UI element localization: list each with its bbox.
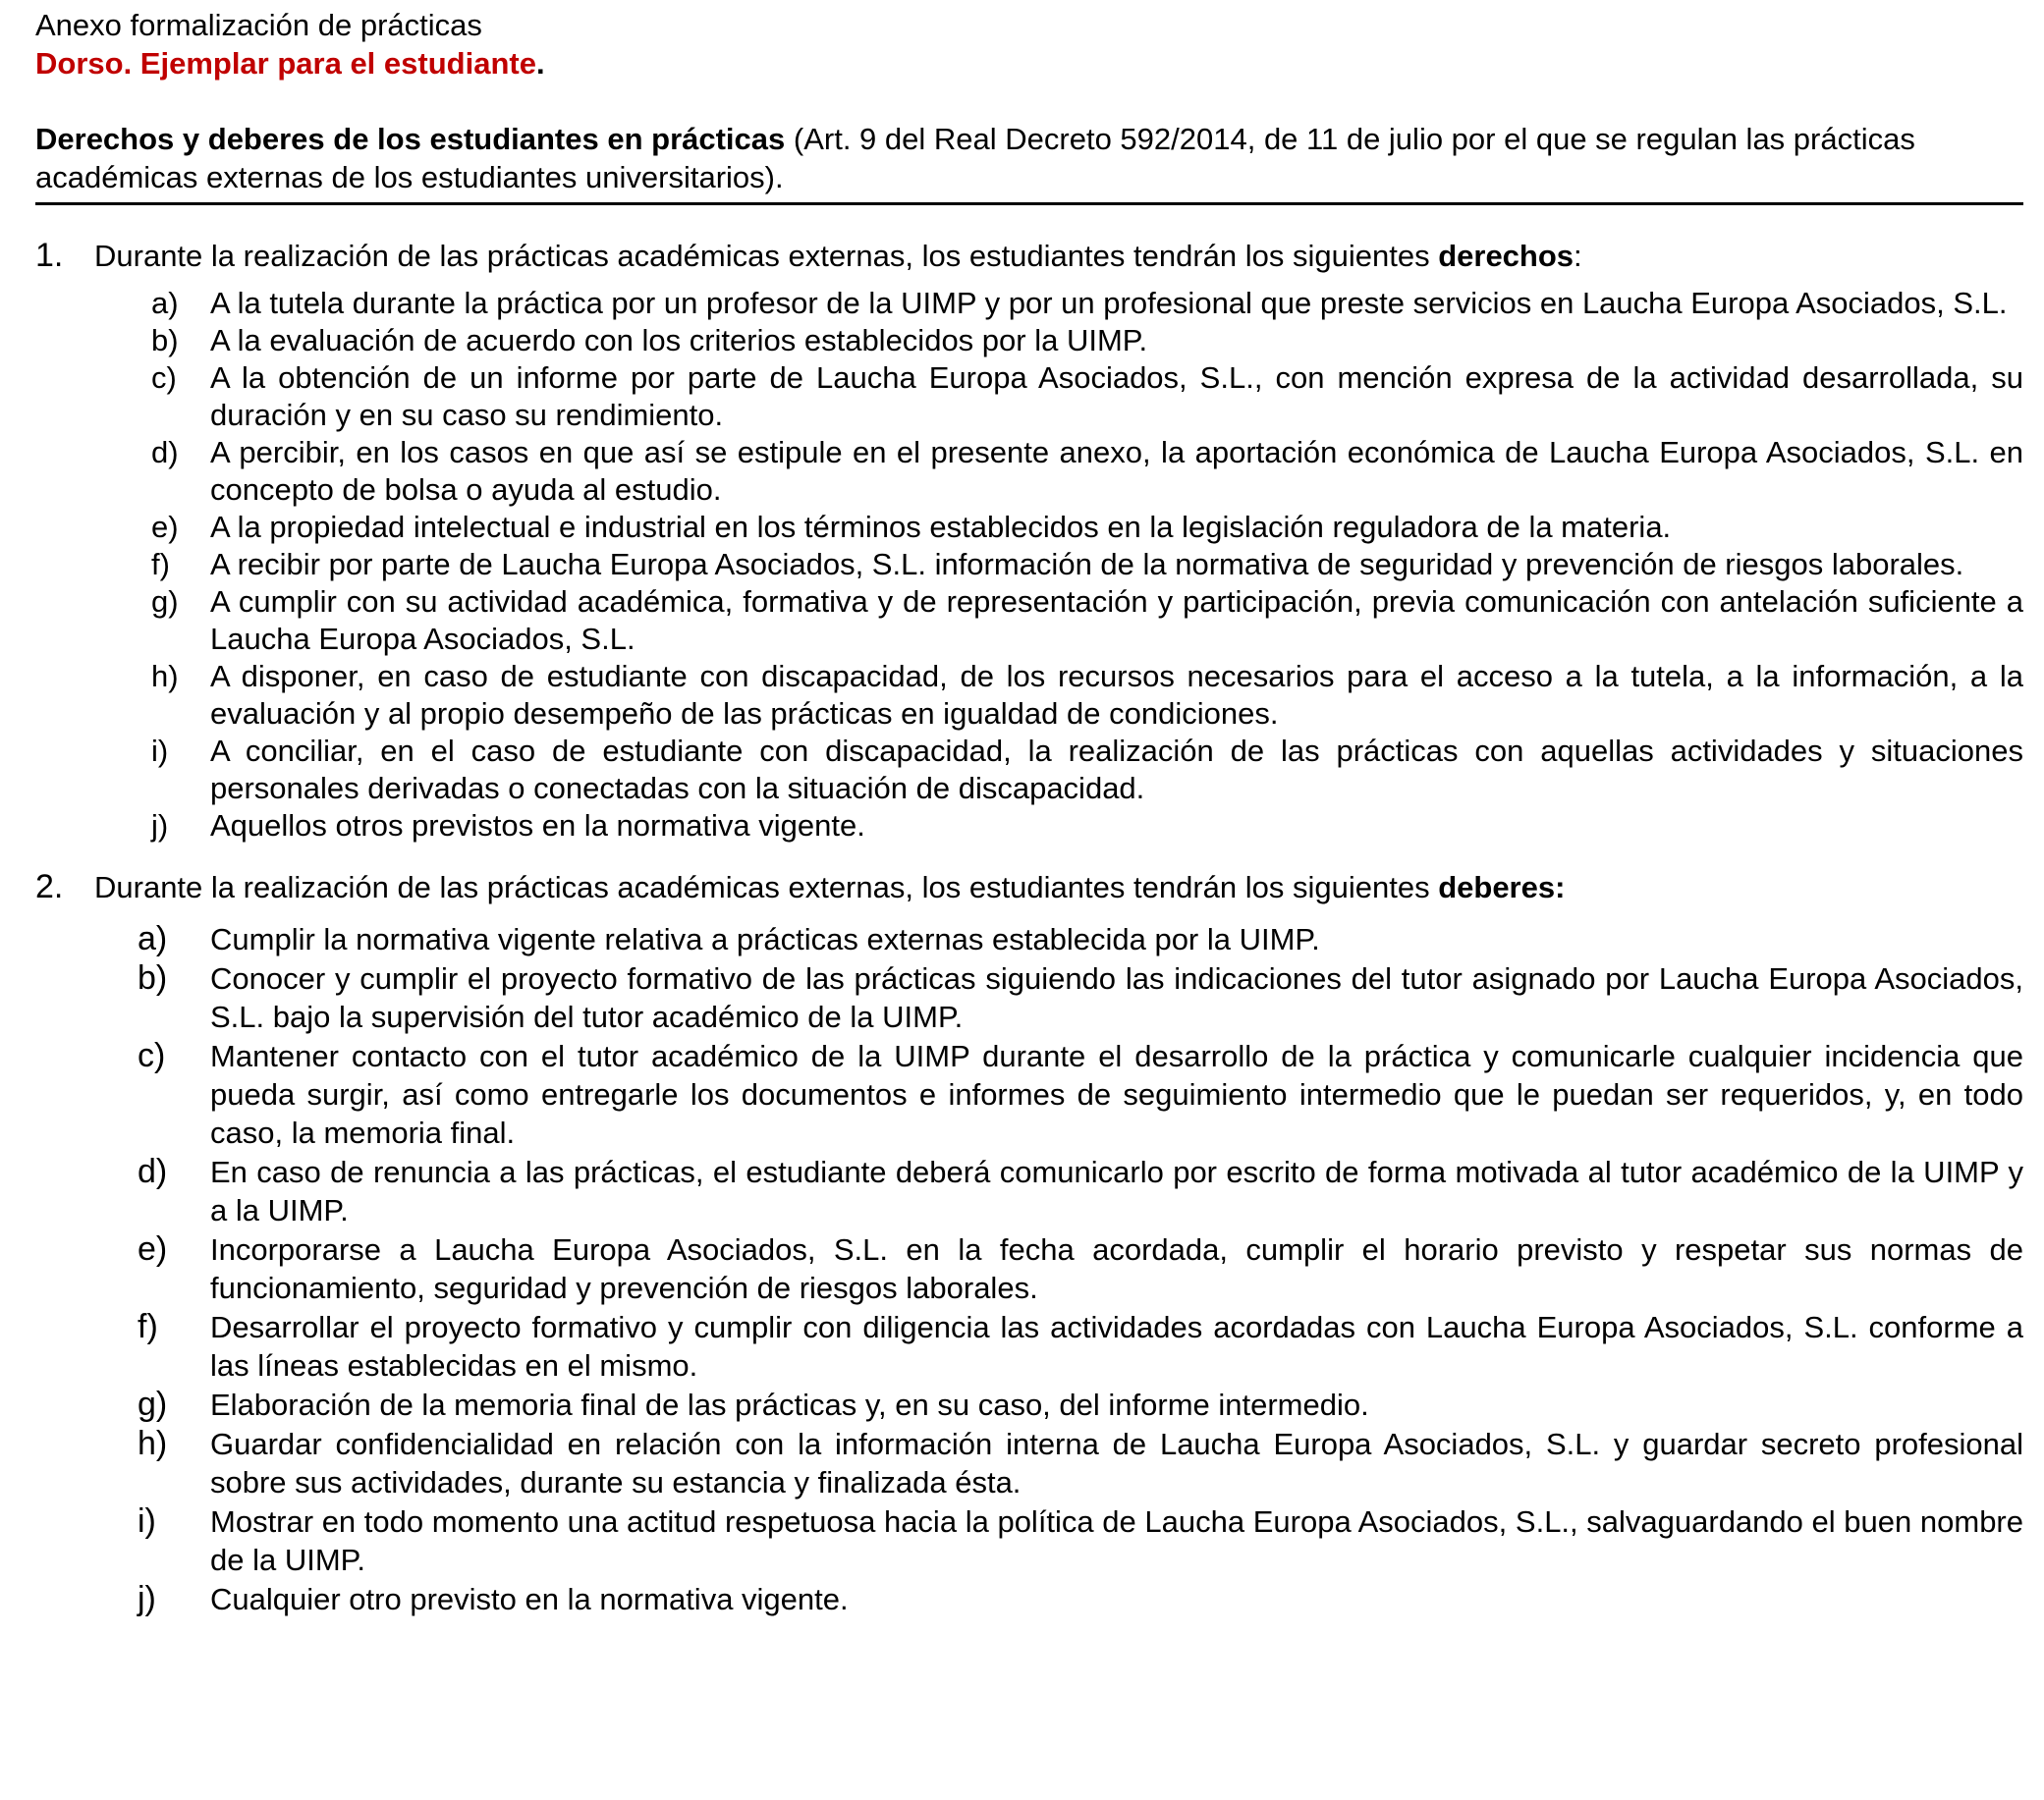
list-item-label: f): [138, 1308, 158, 1345]
list-item-label: i): [138, 1502, 156, 1540]
copy-label-end: .: [535, 46, 545, 81]
section-title: [35, 120, 2023, 205]
list-item-text: Cualquier otro previsto en la normativa vigente.: [210, 1582, 849, 1616]
list-item-label: a): [151, 286, 179, 320]
rights-keyword: derechos: [1438, 239, 1574, 273]
list-item: [35, 1230, 2023, 1307]
list-item-label: j): [138, 1580, 156, 1617]
list-item: [35, 959, 2023, 1036]
list-item-text: A la evaluación de acuerdo con los criterios establecidos por la UIMP.: [210, 323, 1148, 357]
list-item-text: A la obtención de un informe por parte de Laucha Europa Asociados, S.L., con mención expresa de la actividad desarrollada, su duración y en su caso su rendimiento.: [210, 360, 2023, 432]
list-item: [35, 733, 2023, 807]
duties-intro: [35, 868, 2023, 906]
list-item-label: a): [138, 920, 168, 957]
section-title-reference: (Art. 9 del Real Decreto 592/2014, de 11 de julio por el que se regulan las prácticas académicas externas de los estudiantes universitarios).: [35, 122, 1915, 194]
list-item: [35, 509, 2023, 546]
list-item-label: d): [138, 1153, 168, 1190]
list-item-text: A recibir por parte de Laucha Europa Asociados, S.L. información de la normativa de seguridad y prevención de riesgos laborales.: [210, 547, 1964, 581]
list-item-label: e): [138, 1230, 168, 1268]
list-item-text: Conocer y cumplir el proyecto formativo de las prácticas siguiendo las indicaciones del tutor asignado por Laucha Europa Asociados, S.L. bajo la supervisión del tutor académico de la UIMP.: [210, 961, 2023, 1034]
list-item-text: A disponer, en caso de estudiante con discapacidad, de los recursos necesarios para el acceso a la tutela, a la información, a la evaluación y al propio desempeño de las prácticas en igualdad de condiciones.: [210, 659, 2023, 731]
rights-intro-end: :: [1574, 239, 1582, 273]
list-item-text: Elaboración de la memoria final de las prácticas y, en su caso, del informe intermedio.: [210, 1388, 1369, 1422]
duties-intro-text: Durante la realización de las prácticas académicas externas, los estudiantes tendrán los siguientes: [94, 870, 1439, 904]
list-item-label: g): [151, 584, 179, 619]
list-item: [35, 583, 2023, 658]
duties-list: [35, 920, 2023, 1618]
rights-number: 1.: [35, 237, 64, 274]
list-item-text: A la tutela durante la práctica por un profesor de la UIMP y por un profesional que preste servicios en Laucha Europa Asociados, S.L.: [210, 286, 2008, 320]
list-item: [35, 1425, 2023, 1501]
list-item-label: f): [151, 547, 170, 581]
list-item-text: A la propiedad intelectual e industrial en los términos establecidos en la legislación reguladora de la materia.: [210, 510, 1672, 544]
list-item: [35, 359, 2023, 434]
list-item-label: h): [138, 1425, 168, 1462]
list-item-label: j): [151, 808, 169, 843]
document-header: Anexo formalización de prácticas: [35, 8, 482, 42]
list-item: [35, 322, 2023, 359]
list-item-text: Aquellos otros previstos en la normativa vigente.: [210, 808, 865, 843]
duties-keyword: deberes:: [1438, 870, 1566, 904]
list-item: [35, 546, 2023, 583]
list-item-label: b): [138, 959, 168, 997]
rights-intro-text: Durante la realización de las prácticas académicas externas, los estudiantes tendrán los siguientes: [94, 239, 1439, 273]
list-item: [35, 1502, 2023, 1579]
list-item-label: d): [151, 435, 179, 469]
list-item-text: A conciliar, en el caso de estudiante con discapacidad, la realización de las prácticas con aquellas actividades y situaciones personales derivadas o conectadas con la situación de discapacidad.: [210, 734, 2023, 805]
list-item: [35, 1580, 2023, 1618]
list-item-text: En caso de renuncia a las prácticas, el estudiante deberá comunicarlo por escrito de forma motivada al tutor académico de la UIMP y a la UIMP.: [210, 1155, 2023, 1227]
list-item-text: A cumplir con su actividad académica, formativa y de representación y participación, previa comunicación con antelación suficiente a Laucha Europa Asociados, S.L.: [210, 584, 2023, 656]
list-item-label: g): [138, 1386, 168, 1423]
duties-section: [35, 868, 2023, 1618]
section-title-bold: Derechos y deberes de los estudiantes en prácticas: [35, 122, 786, 156]
list-item: [35, 1386, 2023, 1424]
rights-list: [35, 285, 2023, 845]
list-item-text: Mostrar en todo momento una actitud respetuosa hacia la política de Laucha Europa Asociados, S.L., salvaguardando el buen nombre de la UIMP.: [210, 1504, 2023, 1577]
list-item-label: c): [138, 1037, 166, 1074]
list-item-label: c): [151, 360, 177, 395]
list-item: [35, 1153, 2023, 1229]
list-item-text: Cumplir la normativa vigente relativa a prácticas externas establecida por la UIMP.: [210, 922, 1320, 956]
document-page: [35, 6, 2023, 1619]
document-subheader: [35, 44, 2023, 82]
list-item-text: Desarrollar el proyecto formativo y cumplir con diligencia las actividades acordadas con Laucha Europa Asociados, S.L. conforme a las líneas establecidas en el mismo.: [210, 1310, 2023, 1383]
rights-section: [35, 237, 2023, 845]
duties-number: 2.: [35, 868, 64, 905]
copy-label: Dorso. Ejemplar para el estudiante: [35, 46, 536, 81]
list-item: [35, 1037, 2023, 1152]
rights-intro: [35, 237, 2023, 275]
list-item: [35, 920, 2023, 958]
list-item-label: e): [151, 510, 179, 544]
list-item: [35, 807, 2023, 845]
list-item-label: b): [151, 323, 179, 357]
list-item-label: h): [151, 659, 179, 693]
list-item: [35, 1308, 2023, 1385]
list-item-label: i): [151, 734, 169, 768]
list-item-text: Incorporarse a Laucha Europa Asociados, S.L. en la fecha acordada, cumplir el horario previsto y respetar sus normas de funcionamiento, seguridad y prevención de riesgos laborales.: [210, 1232, 2023, 1305]
list-item: [35, 434, 2023, 509]
list-item: [35, 658, 2023, 733]
list-item-text: Guardar confidencialidad en relación con la información interna de Laucha Europa Asociados, S.L. y guardar secreto profesional sobre sus actividades, durante su estancia y finalizada ésta.: [210, 1427, 2023, 1500]
list-item-text: Mantener contacto con el tutor académico de la UIMP durante el desarrollo de la práctica y comunicarle cualquier incidencia que pueda surgir, así como entregarle los documentos e informes de seguimiento intermedio que le puedan ser requeridos, y, en todo caso, la memoria final.: [210, 1039, 2023, 1150]
list-item-text: A percibir, en los casos en que así se estipule en el presente anexo, la aportación económica de Laucha Europa Asociados, S.L. en concepto de bolsa o ayuda al estudio.: [210, 435, 2023, 507]
list-item: [35, 285, 2023, 322]
